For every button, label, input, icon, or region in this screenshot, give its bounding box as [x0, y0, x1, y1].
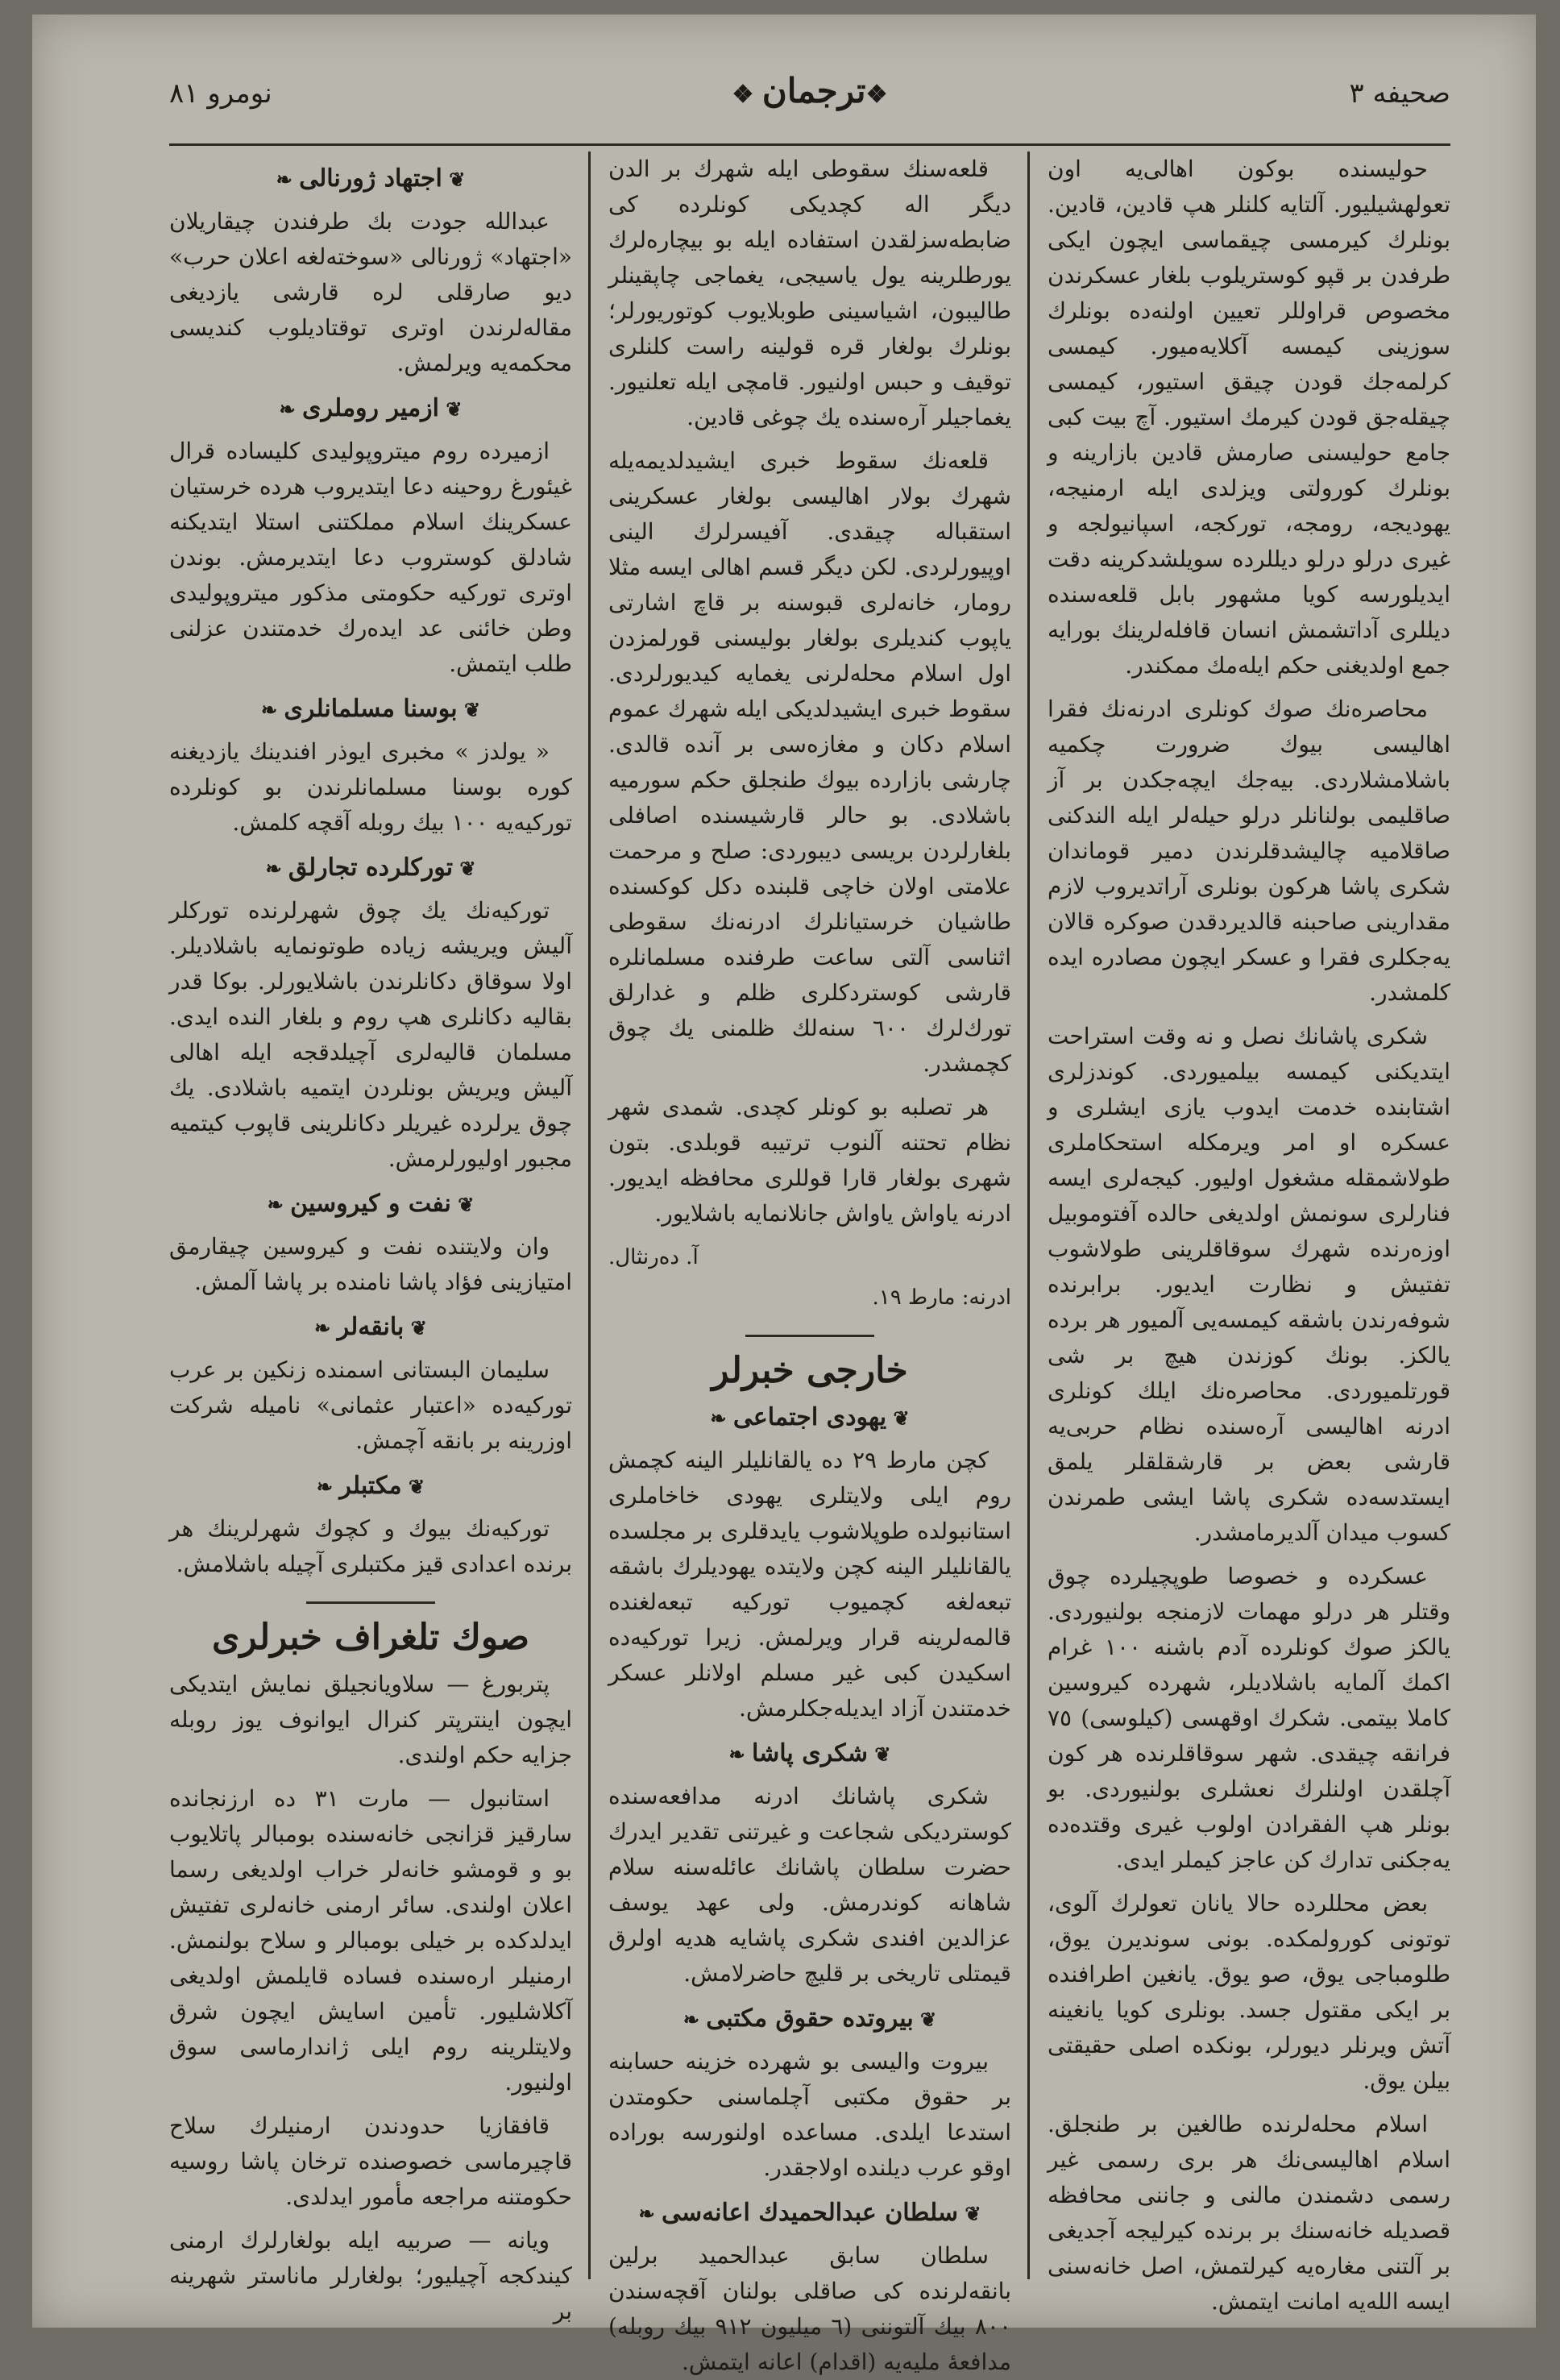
paragraph: عبدالله جودت بك طرفندن چیقاریلان «اجتهاد» ژورنالی «سوخته‌لغه اعلان حرب» دیو صارقلی لره قارشی یازدیغی مقاله‌لرندن اوتری توقتادیلوب كندیسی محكمه‌یه ویرلمش.: [169, 208, 572, 376]
columns: [169, 152, 1451, 2375]
section-separator: [745, 1335, 874, 1337]
paragraph: توركیه‌نك یك چوق شهرلرنده توركلر آلیش ویریشه زیاده طوتونمایه باشلادیلر. اولا سوقاق دكانلرندن باشلایورلر. بوكا قدر بقالیه دكانلری هپ روم و بلغار النده ایدی. مسلمان قالیه‌لری آچیلدقجه ایله اهالی آلیش ویریش بونلردن ایتمیه باشلادی. یك چوق یرلرده غیریلر دكانلرینی قاپوب كیتمیه مجبور اولیورلرمش.: [169, 897, 572, 1172]
article-heading: ❦ سلطان عبدالحمیدك اعانه‌سی ❧: [608, 2195, 1011, 2232]
paragraph: كچن مارط ٢٩ ده یالقانلیلر الینه كچمش روم ایلی ولایتلری یهودی خاخاملری استانبولده طوپلاشوب یایدقلری بر مجلسده یالقانلیلر الینه كچن ولایتده یهودیلرك باشقه تبعه‌لغه كچمیوب توركیه تبعه‌لغنده قالمه‌لرینه قرار ویرلمش. زیرا توركیه‌ده اسكیدن كبی غیر مسلم اولانلر عسكر خدمتندن آزاد ایدیله‌جكلرمش.: [608, 1447, 1011, 1722]
article-heading: ❦ اجتهاد ژورنالی ❧: [169, 161, 572, 197]
paragraph: هر تصلبه بو كونلر كچدی. شمدی شهر نظام تحتنه آلنوب ترتیبه قوبلدی. بتون شهری بولغار قارا قوللری محافظه ایدیور. ادرنه یاواش یاواش جانلانمایه باشلایور.: [608, 1094, 1011, 1227]
paragraph: ویانه — صربیه ایله بولغارلرك ارمنی كیندكجه آچیلیور؛ بولغارلر ماناستر شهرینه بر: [169, 2227, 572, 2324]
article-heading: ❦ نفت و كیروسین ❧: [169, 1186, 572, 1223]
paragraph: قافقازیا حدودندن ارمنیلرك سلاح قاچیرماسی خصوصنده ترخان پاشا روسیه حكومتنه مراجعه مأمور ایدلدی.: [169, 2112, 572, 2210]
paragraph: استانبول — مارت ٣١ ده ارزنجانده سارقیز قزانجی خانه‌سنده بومبالر پاتلایوب بو و قومشو خانه‌لر خراب اولدیغی رسما اعلان اولندی. سائر ارمنی خانه‌لری تفتیش ایدلدكده بر خیلی بومبالر و سلاح بولنمش. ارمنیلر اره‌سنده فساده قایلمش اولدیغی آكلاشلیور. تأمین اسایش ایچون شرق ولایتلرینه روم ایلی ژاندارماسی سوق اولنیور.: [169, 1785, 572, 2095]
paragraph: « یولدز » مخبری ایوذر افندینك یازدیغنه كوره بوسنا مسلمانلرندن بو كونلرده توركیه‌یه ١٠٠ بیك روبله آقچه كلمش.: [169, 738, 572, 836]
issue-number: نومرو ٨١: [169, 77, 272, 110]
paragraph: محاصره‌نك صوك كونلری ادرنه‌نك فقرا اهالیسی بیوك ضرورت چكمیه باشلامشلاردی. بیه‌جك ایچه‌جكدن بر آز صاقلیمی بولنانلر درلو حیله‌لر ایله الندكنی صاقلامیه چالیشدقلرندن دمیر قوماندان شكری پاشا هركون بونلری آراتدیروب لازم مقدارینی صاحبنه قالدیردقدن صوكره قالان یه‌جكلری فقرا و عسكر ایچون مصادره ایده كلمشدر.: [1048, 696, 1450, 1006]
paragraph: وان ولایتنده نفت و كیروسین چیقارمق امتیازینی فؤاد پاشا نامنده بر پاشا آلمش.: [169, 1233, 572, 1295]
article-heading: ❦ شكری پاشا ❧: [608, 1736, 1011, 1772]
article-heading: ❦ بوسنا مسلمانلری ❧: [169, 692, 572, 728]
section-separator: [306, 1601, 435, 1604]
paragraph: اسلام محله‌لرنده طالغین بر طنجلق. اسلام اهالیسی‌نك هر بری رسمی غیر رسمی دشمندن مالنی و جاننی محافظه قصدیله خانه‌سنك بر برنده كیرلیجه آجدیغی بر آلتنی مغاره‌یه كیرلتمش، اصل خانه‌سنی ایسه الله‌یه امانت ایتمش.: [1048, 2111, 1450, 2315]
paragraph: عسكرده و خصوصا طوپچیلرده چوق وقتلر هر درلو مهمات لازمنجه بولنیوردی. یالكز صوك كونلرده آدم باشنه ١٠٠ غرام اكمك آلمایه باشلادیلر، شهرده كیروسین كاملا بیتمی. شكرك اوقهسی (كیلوسی) ٧٥ فرانقه چیقدی. شهر سوقاقلرنده هر كون آچلقدن اولنلرك نعشلری بولنیوردی. بو بونلر هپ الفقرادن اولوب غیری وقتده‌ده یه‌جكنی تدارك كن عاجز كیملر ایدی.: [1048, 1563, 1451, 1873]
article-heading: ❦ یهودی اجتماعی ❧: [608, 1400, 1011, 1436]
paragraph: حولیسنده بوكون اهالی‌یه اون تعولهشیلیور. آلتایه كلنلر هپ قادین، قادین. بونلرك كیرمسی چیقماسی ایچون ایكی طرفدن بر قپو كوستریلوب بلغار عسكرندن مخصوص قراوللر تعیین اولنه‌ده بونلرك سوزینی كیمسه آكلایه‌میور. كیمسی كرلمه‌جك قودن چیقق استیور، كیمسی چیقله‌جق قودن كیرمك استیور. آچ بیت كبی جامع حولیسنی صارمش قادین بازارینه و بونلرك كورولتی ویزلدی ایله ارمنیجه، یهودیجه، رومجه، توركجه، اسپانیولجه و غیری درلو درلو دیللرده سویلشدكرینه دقت ایدیلورسه كویا مشهور بابل قلعه‌سنده دیللری آداتشمش انسان قافله‌لرینك بورایه جمع اولدیغنی حكم ایله‌مك ممكندر.: [1048, 156, 1450, 679]
article-heading: ❦ ازمیر روملری ❧: [169, 391, 572, 427]
section-title-foreign-news: خارجی خبرلر: [712, 1350, 908, 1391]
column-left: [169, 152, 572, 2324]
paragraph: سلیمان البستانی اسمنده زنكین بر عرب توركیه‌ده «اعتبار عثمانی» نامیله شركت اوزرینه بر بانقه آچمش.: [169, 1356, 572, 1454]
dateline: ادرنه: مارط ١٩.: [872, 1286, 1011, 1310]
newspaper-title: ❖ ترجمان ❖: [732, 71, 888, 110]
column-right: [1048, 152, 1451, 2315]
paragraph: توركیه‌نك بیوك و كچوك شهرلرینك هر برنده اعدادی قیز مكتبلری آچیله باشلامش.: [169, 1515, 572, 1577]
section-title-telegraph-news: صوك تلغراف خبرلری: [211, 1617, 530, 1658]
paragraph: ازمیرده روم میتروپولیدی كلیساده قرال غیئورغ روحینه دعا ایتدیروب هرده خرستیان عسكرینك اسلام مملكتنی استلا ایتدیكنه شادلق كوستروب دعا ایتدیرمش. بوندن اوتری توركیه حكومتی مذكور میتروپولیدی وطن خائنی عد ایده‌رك خدمتندن عزلنی طلب ایتمش.: [169, 438, 572, 677]
paragraph: قلعه‌سنك سقوطی ایله شهرك بر الدن دیگر اله كچدیكی كونلرده كی ضابطه‌سزلقدن استفاده ایله بو بیچاره‌لرك یورطلرینه یول یاسیجی، یغماجی چاپقینلر طالیبون، اشیاسینی طوبلایوب كوتوریورلر؛ بونلرك بولغار قره قولینه راست كلنلری توقیف و حبس اولنیور. قامچی ایله تعلنیور. یغماجیلر آره‌سنده یك چوغی قادین.: [608, 156, 1011, 430]
paragraph: سلطان سابق عبدالحمید برلین بانقه‌لرنده كی صاقلی بولنان آقچه‌سندن ٨٠٠ بیك آلتوننی (٦ میلیون ٩١٢ بیك روبله) مدافعهٔ ملیه‌یه (اقدام) اعانه ایتمش.: [608, 2242, 1011, 2375]
paragraph: پتربورغ — سلاویانجیلق نمایش ایتدیكی ایچون اینترپتر كنرال ایوانوف یوز روبله جزایه حكم اولندی.: [169, 1671, 572, 1768]
article-heading: ❦ مكتبلر ❧: [169, 1468, 572, 1505]
column-divider: [1027, 152, 1030, 2279]
masthead: [169, 63, 1450, 146]
newspaper-page: [32, 15, 1536, 2375]
column-divider: [588, 152, 591, 2279]
paragraph: شكری پاشانك ادرنه مدافعه‌سنده كوستردیكی شجاعت و غیرتنی تقدیر ایدرك حضرت سلطان پاشانك عائله‌سنه سلام شاهانه كوندرمش. ولی عهد یوسف عزالدین افندی شكری پاشایه هدیه اولرق قیمتلی تاریخی بر قلیچ حاضرلامش.: [608, 1783, 1011, 1987]
article-heading: ❦ بانقه‌لر ❧: [169, 1310, 572, 1346]
paragraph: شكری پاشانك نصل و نه وقت استراحت ایتدیكنی كیمسه بیلمیوردی. كوندزلری اشتابنده خدمت ایدوب یازی ایشلری و عسكره او امر ویرمكله استحكاملری طولاشمقله مشغول اولیور. كیجه‌لری ایسه فنارلری سونمش اولدیغی حالده آفتوموبیل اوزه‌رنده شهرك سوقاقلرینی طولاشوب تفتیش و نظارت ایدیور. برابرنده شوفه‌رندن باشقه كیمسه‌یی آلمیور هر برده یالكز. بونك كوزندن هیچ بر شی قورتلمیوردی. محاصره‌نك ایلك كونلری ادرنه اهالیسی آره‌سنده نظام حربی‌یه قارشی بعض بر قارشقلقلر یلمق ایستدسه‌ده شكری پاشا ایشی طمرندن كسوب میدان آلدیرمامشدر.: [1048, 1023, 1450, 1546]
article-heading: ❦ بیروتده حقوق مكتبی ❧: [608, 2001, 1011, 2037]
page-number: صحيفه ٣: [1349, 77, 1450, 110]
paragraph: بعض محللرده حالا یانان تعولرك آلوی، توتونی كورولمكده. بونی سوندیرن یوق، طلومباجی یوق، صو یوق. یانغین اطرافنده بر ایكی مقتول جسد. بونلری كویا یانغینه آتش ویرنلر دیورلر، بونكده اصلی حقیقتی بیلن یوق.: [1048, 1890, 1450, 2094]
paragraph: بیروت والیسی بو شهرده خزینه حسابنه بر حقوق مكتبی آچلماسنی حكومتدن استدعا ایلدی. مساعده اولنورسه بوراده اوقو عرب دیلنده اولاجقدر.: [608, 2048, 1011, 2181]
article-heading: ❦ توركلرده تجارلق ❧: [169, 850, 572, 887]
paragraph: قلعه‌نك سقوط خبری ایشیدلدیمه‌یله شهرك بولار اهالیسی بولغار عسكرینی استقباله چیقدی. آفیسرلرك الینی اوپیورلردی. لكن دیگر قسم اهالی ایسه مثلا رومار، خانه‌لری قبوسنه بر قاچ اشارتی یاپوب كندیلری بولغار بولیسنی قورلمزدن اول اسلام محله‌لرنی یغمایه كیدیورلردی. سقوط خبری ایشیدلدیكی ایله شهرك عموم اسلام دكان و مغازه‌سی بر آنده قالدی. چارشی بازارده بیوك طنجلق حكم سورمیه باشلادی. بو حالر قارشیسنده اصافلی بلغارلردن بریسی دیبوردی: صلح و مرحمت علامتی اولان خاچی قلبنده دكل كوكسنده طاشیان خرستیانلرك ادرنه‌نك سقوطی اثناسی آلتی ساعت طرفنده مسلمانلره قارشی كوستردكلری ظلم و غدارلق تورك‌لرك ٦٠٠ سنه‌لك ظلمنی یك چوق كچمشدر.: [608, 447, 1011, 1077]
column-middle: [608, 152, 1011, 2375]
author-signature: آ. ده‌رنثال.: [608, 1245, 699, 1269]
